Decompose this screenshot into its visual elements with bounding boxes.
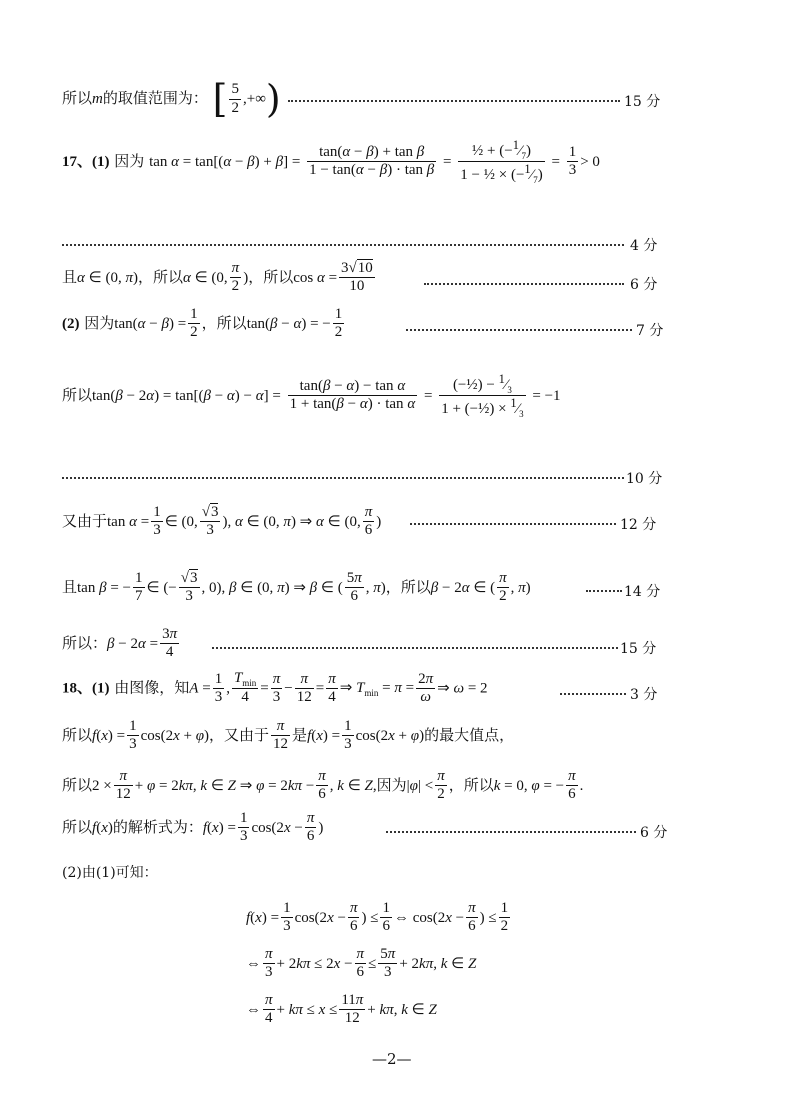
score-label: 6 分: [630, 277, 658, 293]
dotted-leader: [62, 477, 624, 479]
dotted-leader: [406, 329, 632, 331]
score-label: 12 分: [620, 517, 657, 533]
score-label: 15 分: [620, 641, 657, 657]
q17-part1-line: 17、(1) 因为 tan α = tan[(α − β) + β] = $\frac{\text{tan(α − β) + tan β}}{\text{1 − tan(α − β) · tan β}}$ = $\frac{\frac{1}{2} + (-^1⁄_7)}{1 - \frac{1}{2} \times (-^1⁄_7)}$ = $\frac{1}{3}$ > 0: [62, 138, 600, 186]
score-label: 7 分: [636, 323, 664, 339]
dotted-leader: [212, 647, 618, 649]
dotted-leader: [62, 244, 624, 246]
score-label: 10 分: [626, 471, 663, 487]
m-range-line: 所以m的取值范围为： [ $\frac{5}{2}$ ,+∞): [62, 77, 281, 121]
page-number: —2—: [372, 1050, 412, 1068]
q18-expr-line: 所以f(x)的解析式为：f(x) = $\frac{1}{3}$ cos(2x − $\frac{\pi}{6}$ ): [62, 810, 324, 845]
score-label: 14 分: [624, 584, 661, 600]
q18-part2-label: (2)由(1)可知：: [62, 865, 158, 881]
derivation-line-1: f(x) = $\frac{1}{3}$ cos(2x − $\frac{\pi}{6}$ ) ≤ $\frac{1}{6}$ ⇔ cos(2x − $\frac{\pi}{6}$ ) ≤ $\frac{1}{2}$: [246, 900, 509, 935]
dotted-leader: [424, 283, 624, 285]
q17-result-line: 所以：β − 2α = $\frac{3\pi}{4}$: [62, 626, 178, 661]
score-label: 4 分: [630, 238, 658, 254]
q18-f-line: 所以f(x) = $\frac{1}{3}$ cos(2x + φ)，又由于 $\frac{\pi}{12}$ 是f(x) = $\frac{1}{3}$ cos(2x + φ)的最大值点，: [62, 718, 515, 753]
q17-tan-diff-line: 所以tan(β − 2α) = tan[(β − α) − α] = $\frac{\text{tan(β − α) − tan α}}{\text{1 + tan(β − α) · tan α}}$ = $\frac{(-\frac{1}{2}) - ^1⁄_3}{1 + (-\frac{1}{2}) \times ^1⁄_3}$ = −1: [62, 372, 561, 420]
q17-alpha-line: 且α ∈ (0, π)，所以α ∈ (0, $\frac{\pi}{2}$ )，所以cos α = $\frac{3√10}{10}$: [62, 260, 373, 295]
q17-again-line: 又由于tan α = $\frac{1}{3}$ ∈ (0, $\frac{√3}{3}$ ), α ∈ (0, π) ⇒ α ∈ (0, $\frac{\pi}{6}$ ): [62, 504, 382, 539]
derivation-line-2: ⇔ $\frac{\pi}{3}$ + 2kπ ≤ 2x − $\frac{\pi}{6}$ ≤ $\frac{5\pi}{3}$ + 2kπ, k ∈ Z: [246, 946, 477, 981]
dotted-leader: [386, 831, 636, 833]
q17-beta-line: 且tan β = − $\frac{1}{7}$ ∈ (− $\frac{√3}{3}$ , 0), β ∈ (0, π) ⇒ β ∈ ( $\frac{5\pi}{6}$ , π)，所以β − 2α ∈ ( $\frac{\pi}{2}$ , π): [62, 570, 531, 605]
score-label: 6 分: [640, 825, 668, 841]
dotted-leader: [586, 590, 622, 592]
score-label: 15 分: [624, 94, 661, 110]
dotted-leader: [410, 523, 616, 525]
score-label: 3 分: [630, 687, 658, 703]
q18-phi-line: 所以2 × $\frac{\pi}{12}$ + φ = 2kπ, k ∈ Z ⇒ φ = 2kπ − $\frac{\pi}{6}$ , k ∈ Z,因为|φ| < $\frac{\pi}{2}$ ，所以k = 0, φ = − $\frac{\pi}{6}$ .: [62, 768, 584, 803]
dotted-leader: [560, 693, 626, 695]
derivation-line-3: ⇔ $\frac{\pi}{4}$ + kπ ≤ x ≤ $\frac{11\pi}{12}$ + kπ, k ∈ Z: [246, 992, 437, 1027]
q17-part2-line: (2) 因为tan(α − β) = $\frac{1}{2}$ ，所以tan(β − α) = − $\frac{1}{2}$: [62, 306, 343, 341]
dotted-leader: [288, 100, 620, 102]
q18-part1-line: 18、(1) 由图像，知A = $\frac{1}{3}$ , $\frac{T_{min}}{4}$ = $\frac{\pi}{3}$ − $\frac{\pi}{12}$ = $\frac{\pi}{4}$ ⇒ $T_{min} = \pi$ = $\frac{2\pi}{\omega}$ ⇒ ω = 2: [62, 670, 488, 706]
